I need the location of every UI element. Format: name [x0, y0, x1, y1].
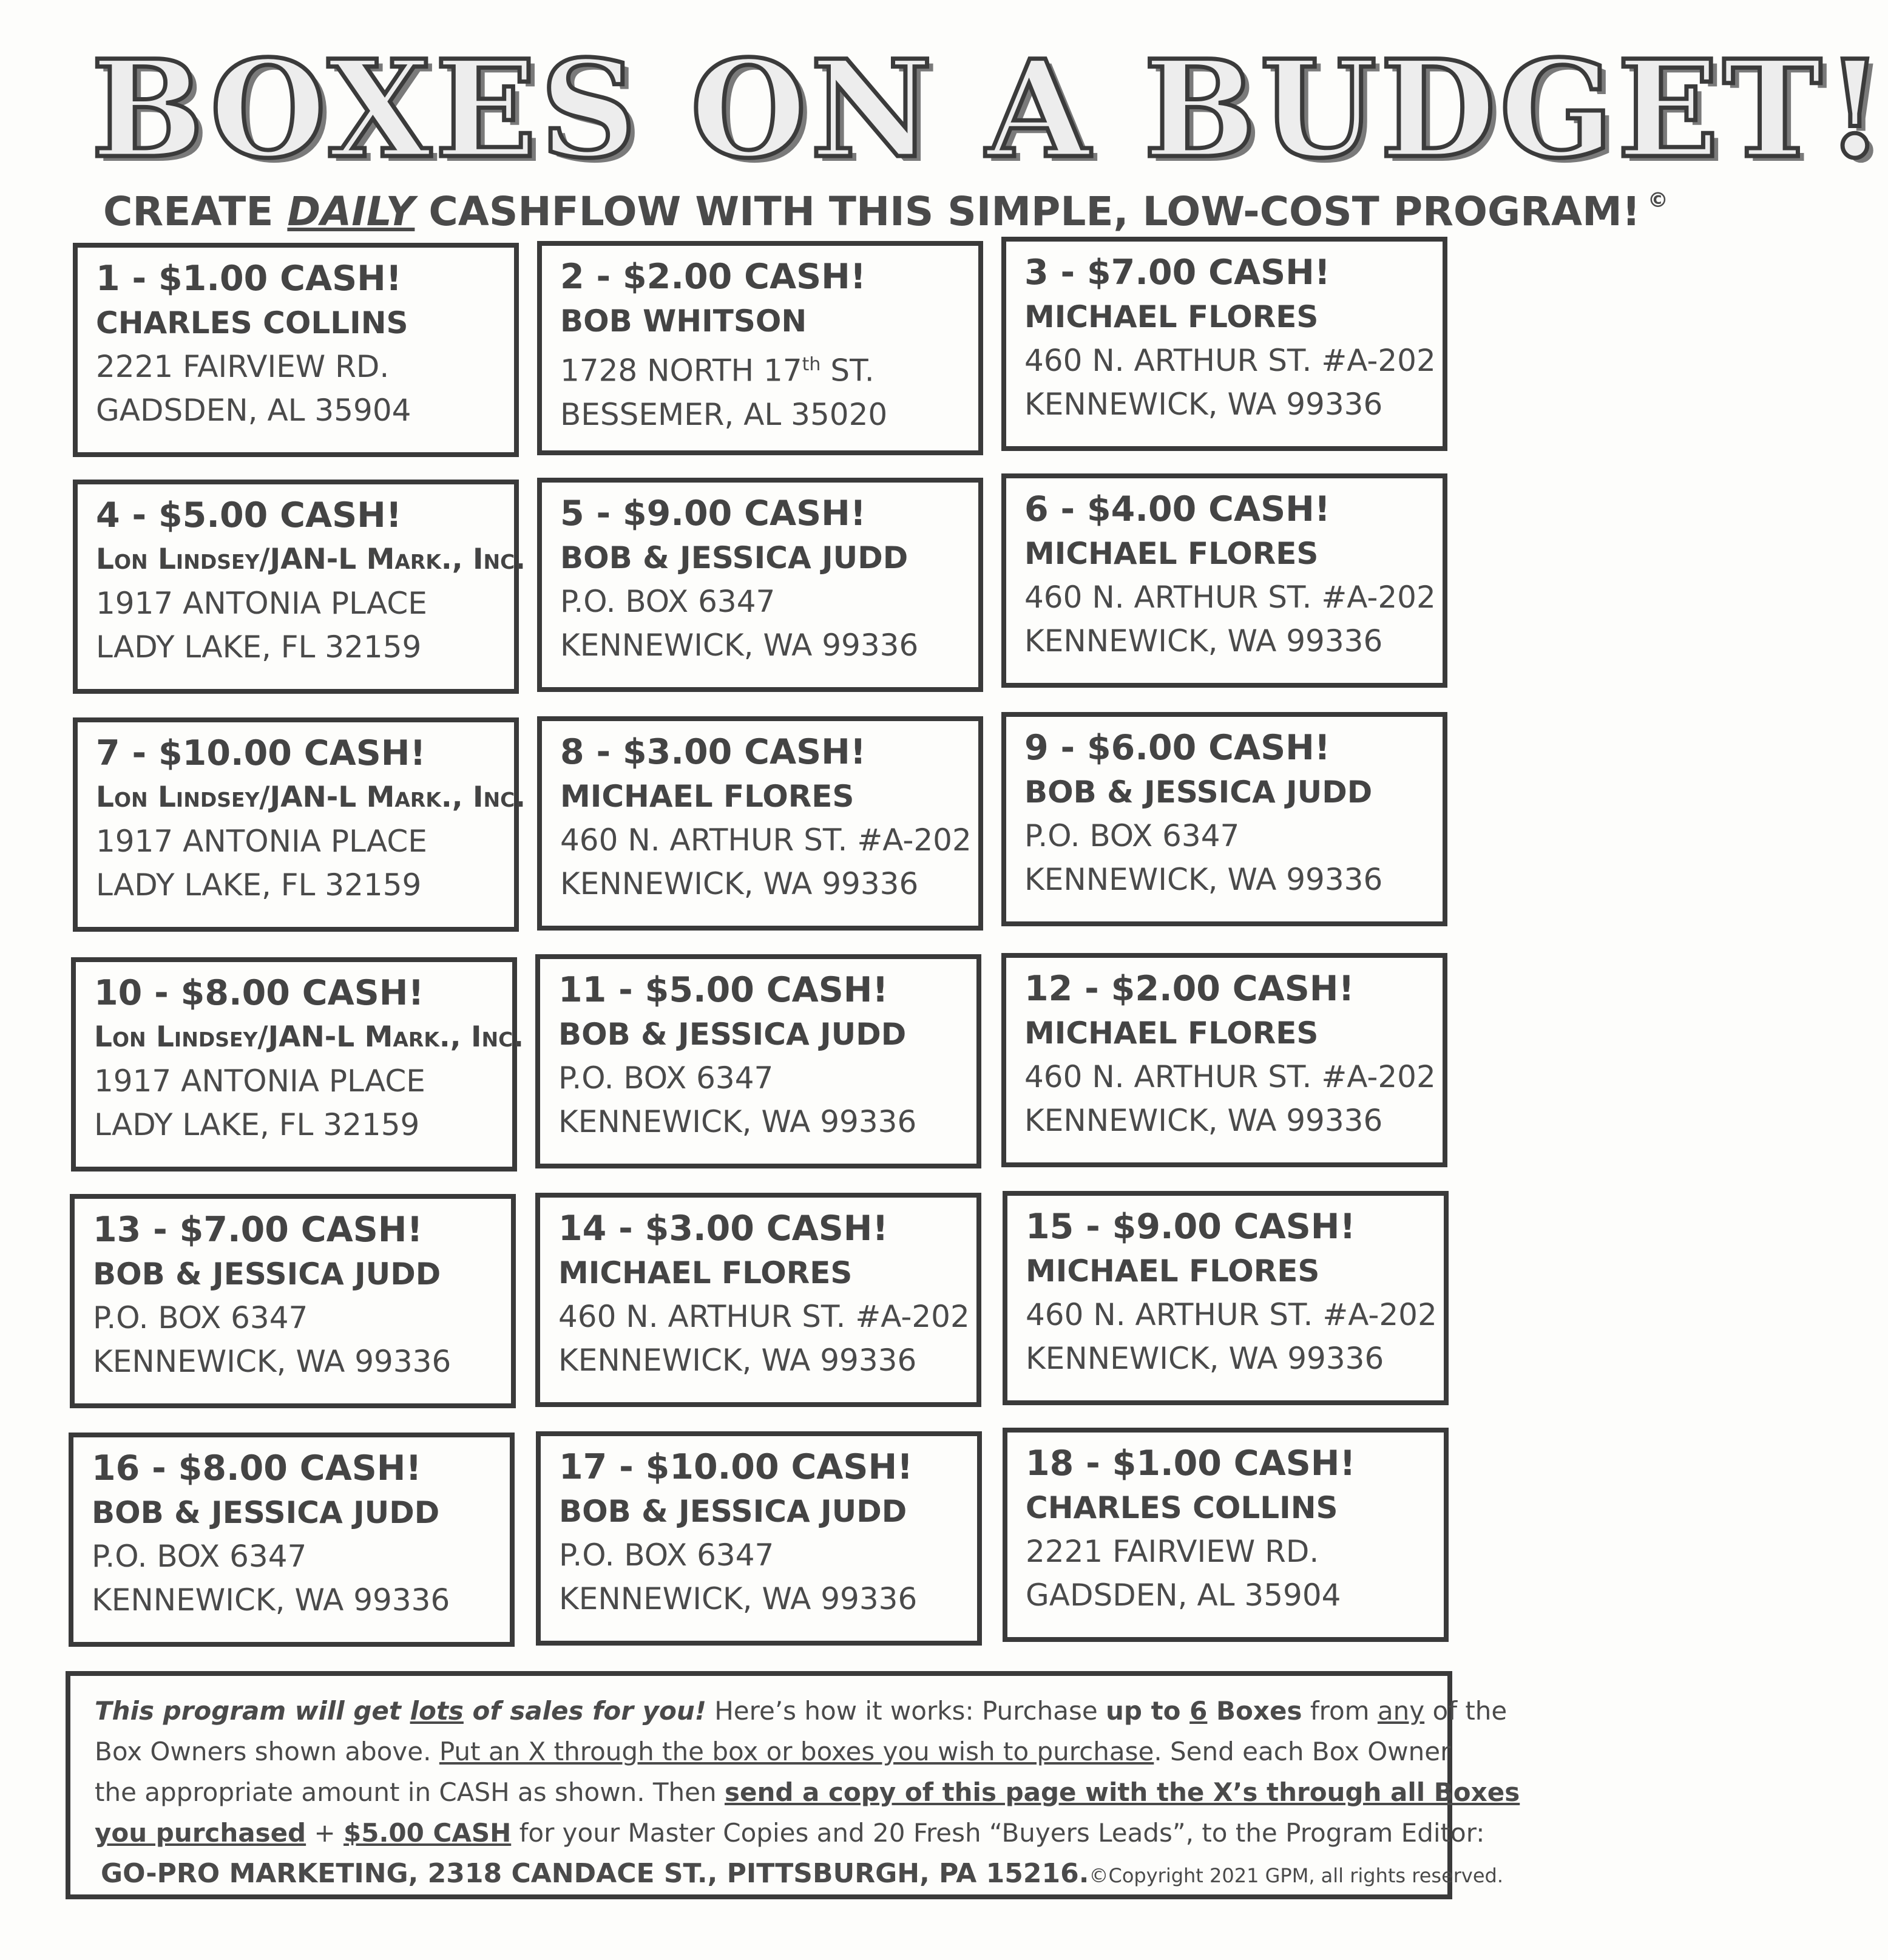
box-heading: 15 - $9.00 CASH! [1026, 1207, 1356, 1247]
box-owner-name: Lon Lindsey/JAN-L Mark., Inc. [96, 543, 526, 576]
page-title: BOXES ON A BUDGET! [91, 30, 1888, 188]
box-owner-name: MICHAEL FLORES [1026, 1253, 1320, 1289]
text: from [1302, 1696, 1378, 1726]
box-street: P.O. BOX 6347 [1024, 818, 1240, 853]
box-heading: 16 - $8.00 CASH! [92, 1448, 422, 1488]
box-city: LADY LAKE, FL 32159 [96, 629, 422, 665]
box-3[interactable] [1001, 237, 1447, 451]
box-street: 460 N. ARTHUR ST. #A-202 [1026, 1297, 1437, 1332]
box-heading: 6 - $4.00 CASH! [1024, 489, 1330, 529]
box-heading: 5 - $9.00 CASH! [560, 493, 866, 534]
instructions-line-2 [95, 1731, 1451, 1772]
box-city: KENNEWICK, WA 99336 [559, 1581, 918, 1616]
box-street: 1917 ANTONIA PLACE [94, 1063, 425, 1099]
box-owner-name: MICHAEL FLORES [560, 779, 854, 814]
box-heading: 8 - $3.00 CASH! [560, 732, 866, 772]
box-heading: 18 - $1.00 CASH! [1026, 1443, 1356, 1484]
instructions-line-1 [95, 1690, 1507, 1731]
text: 6 [1189, 1696, 1208, 1726]
box-owner-name: BOB & JESSICA JUDD [92, 1495, 440, 1530]
box-street: 460 N. ARTHUR ST. #A-202 [560, 822, 972, 858]
subtitle [103, 176, 1668, 236]
box-street-post: ST. [821, 353, 875, 388]
box-10[interactable] [71, 957, 524, 1172]
box-city: KENNEWICK, WA 99336 [1024, 387, 1383, 422]
subtitle-pre: CREATE [103, 188, 274, 235]
box-heading: 1 - $1.00 CASH! [96, 259, 402, 299]
text: + [306, 1818, 344, 1848]
copyright-notice: ©Copyright 2021 GPM, all rights reserved. [1089, 1864, 1504, 1887]
box-heading: 2 - $2.00 CASH! [560, 257, 866, 297]
box-street: P.O. BOX 6347 [92, 1539, 307, 1574]
box-city: KENNEWICK, WA 99336 [92, 1582, 450, 1618]
box-owner-name: CHARLES COLLINS [96, 305, 408, 341]
box-heading: 14 - $3.00 CASH! [558, 1209, 888, 1249]
copyright-mark: © [1647, 188, 1668, 212]
subtitle-post: CASHFLOW WITH THIS SIMPLE, LOW-COST PROGRAM! [428, 188, 1640, 235]
instructions-panel [66, 1671, 1520, 1899]
text: $5.00 CASH [343, 1818, 512, 1848]
box-owner-name: BOB & JESSICA JUDD [93, 1256, 441, 1292]
box-1[interactable] [73, 243, 519, 457]
box-city: GADSDEN, AL 35904 [1026, 1578, 1341, 1613]
box-11[interactable] [535, 954, 981, 1168]
text: of sales for you! [463, 1696, 706, 1726]
box-street: P.O. BOX 6347 [560, 584, 776, 619]
box-owner-name: MICHAEL FLORES [1024, 299, 1319, 334]
box-city: KENNEWICK, WA 99336 [1026, 1341, 1384, 1376]
box-8[interactable] [537, 716, 983, 931]
box-owner-name: MICHAEL FLORES [558, 1255, 853, 1290]
box-heading: 4 - $5.00 CASH! [96, 495, 402, 535]
box-heading: 3 - $7.00 CASH! [1024, 253, 1330, 293]
box-city: KENNEWICK, WA 99336 [558, 1343, 917, 1378]
box-17[interactable] [536, 1431, 982, 1646]
box-city: KENNEWICK, WA 99336 [558, 1104, 917, 1139]
box-15[interactable] [1003, 1191, 1449, 1405]
box-heading: 12 - $2.00 CASH! [1024, 969, 1355, 1009]
box-city: KENNEWICK, WA 99336 [1024, 1103, 1383, 1138]
box-street: 460 N. ARTHUR ST. #A-202 [1024, 580, 1436, 615]
subtitle-daily: DAILY [287, 188, 415, 235]
box-owner-name: MICHAEL FLORES [1024, 536, 1319, 571]
box-2[interactable] [537, 241, 983, 455]
box-city: KENNEWICK, WA 99336 [1024, 623, 1383, 659]
box-heading: 7 - $10.00 CASH! [96, 733, 426, 773]
text: send a copy of this page with the X’s through all Boxes [724, 1777, 1520, 1807]
text: for your Master Copies and 20 Fresh “Buyers Leads”, to the Program Editor: [511, 1818, 1485, 1848]
text: any [1377, 1696, 1425, 1726]
box-street-main: 1728 NORTH 17 [560, 353, 802, 388]
box-street: 460 N. ARTHUR ST. #A-202 [558, 1299, 970, 1334]
box-12[interactable] [1001, 953, 1447, 1167]
instructions-line-5 [95, 1853, 1504, 1896]
text: the appropriate amount in CASH as shown. Then [95, 1777, 725, 1807]
box-heading: 10 - $8.00 CASH! [94, 973, 424, 1013]
box-owner-name: Lon Lindsey/JAN-L Mark., Inc. [96, 781, 526, 814]
text: up to [1106, 1696, 1190, 1726]
text: Put an X through the box or boxes you wish to purchase [439, 1737, 1154, 1766]
text: This program will get [95, 1696, 410, 1726]
box-9[interactable] [1001, 712, 1447, 926]
box-5[interactable] [537, 478, 983, 692]
box-city: GADSDEN, AL 35904 [96, 393, 411, 428]
text: you purchased [95, 1818, 306, 1848]
box-street: 460 N. ARTHUR ST. #A-202 [1024, 1059, 1436, 1094]
box-14[interactable] [535, 1193, 981, 1407]
box-street: 2221 FAIRVIEW RD. [96, 349, 390, 384]
box-18[interactable] [1003, 1428, 1449, 1642]
box-street: 1917 ANTONIA PLACE [96, 586, 427, 621]
box-owner-name: BOB WHITSON [560, 303, 807, 339]
box-city: BESSEMER, AL 35020 [560, 396, 888, 432]
box-13[interactable] [70, 1194, 516, 1408]
box-city: LADY LAKE, FL 32159 [96, 867, 422, 903]
box-street: P.O. BOX 6347 [559, 1538, 774, 1573]
box-street: P.O. BOX 6347 [93, 1300, 308, 1335]
box-heading: 13 - $7.00 CASH! [93, 1210, 423, 1250]
text: Box Owners shown above. [95, 1737, 439, 1766]
box-owner-name: BOB & JESSICA JUDD [560, 540, 908, 575]
box-city: KENNEWICK, WA 99336 [560, 866, 919, 901]
instructions-line-3 [95, 1772, 1520, 1812]
box-6[interactable] [1001, 473, 1447, 688]
box-street [560, 343, 978, 393]
box-owner-name: Lon Lindsey/JAN-L Mark., Inc. [94, 1020, 524, 1054]
box-owner-name: BOB & JESSICA JUDD [559, 1494, 907, 1529]
box-heading: 11 - $5.00 CASH! [558, 970, 888, 1010]
box-heading: 17 - $10.00 CASH! [559, 1447, 913, 1487]
box-owner-name: BOB & JESSICA JUDD [1024, 775, 1373, 810]
box-16[interactable] [69, 1433, 515, 1647]
box-city: LADY LAKE, FL 32159 [94, 1107, 420, 1142]
program-editor-address: GO-PRO MARKETING, 2318 CANDACE ST., PITTSBURGH, PA 15216. [101, 1858, 1089, 1889]
box-4[interactable] [73, 480, 526, 694]
box-owner-name: MICHAEL FLORES [1024, 1016, 1319, 1051]
box-7[interactable] [73, 717, 526, 932]
box-heading: 9 - $6.00 CASH! [1024, 728, 1330, 768]
box-street: 2221 FAIRVIEW RD. [1026, 1534, 1319, 1569]
box-owner-name: BOB & JESSICA JUDD [558, 1017, 907, 1052]
instructions-line-4 [95, 1812, 1485, 1853]
box-street: 1917 ANTONIA PLACE [96, 824, 427, 859]
box-owner-name: CHARLES COLLINS [1026, 1490, 1338, 1525]
text: . Send each Box Owner [1154, 1737, 1451, 1766]
box-street: 460 N. ARTHUR ST. #A-202 [1024, 343, 1436, 378]
text: lots [410, 1696, 464, 1726]
box-street: P.O. BOX 6347 [558, 1060, 774, 1096]
box-city: KENNEWICK, WA 99336 [93, 1344, 452, 1379]
box-city: KENNEWICK, WA 99336 [560, 628, 919, 663]
box-city: KENNEWICK, WA 99336 [1024, 862, 1383, 897]
text: Here’s how it works: Purchase [706, 1696, 1106, 1726]
text: of the [1424, 1696, 1507, 1726]
text: Boxes [1207, 1696, 1302, 1726]
box-street-sup: th [802, 354, 821, 375]
